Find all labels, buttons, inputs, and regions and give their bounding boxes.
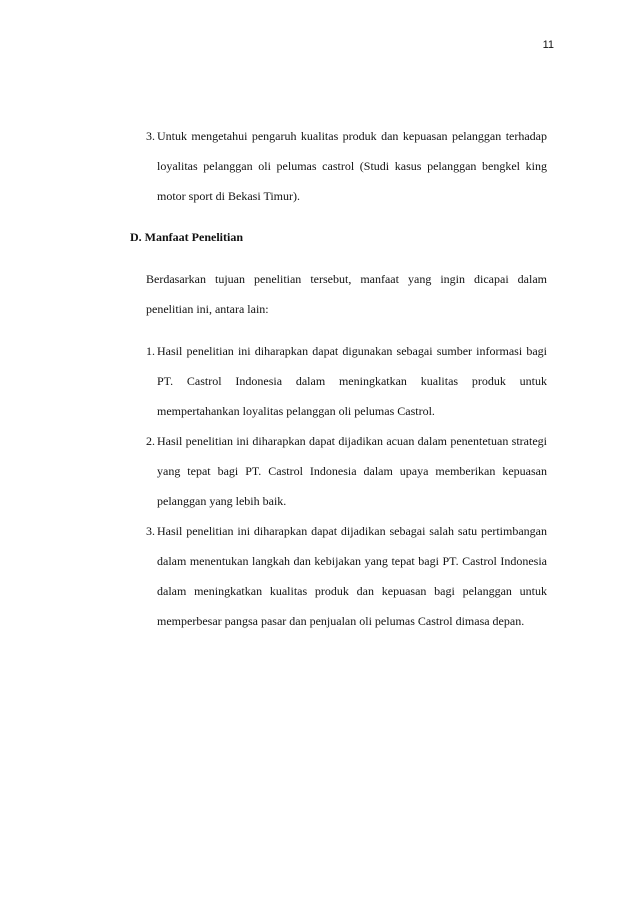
- document-body: [130, 121, 547, 636]
- list-text: Untuk mengetahui pengaruh kualitas produk dan kepuasan pelanggan terhadap loyalitas pelanggan oli pelumas castrol (Studi kasus pelanggan bengkel king motor sport di Bekasi Timur).: [157, 129, 547, 203]
- intro-paragraph: Berdasarkan tujuan penelitian tersebut, manfaat yang ingin dicapai dalam penelitian ini, antara lain:: [146, 272, 547, 316]
- benefit-item-2: [130, 426, 547, 516]
- page-number: 11: [542, 39, 554, 51]
- list-number: 3.: [146, 524, 155, 538]
- list-number: 2.: [146, 434, 155, 448]
- benefit-item-3: [130, 516, 547, 636]
- benefit-item-1: [130, 336, 547, 426]
- section-heading: D. Manfaat Penelitian: [130, 230, 243, 244]
- objective-item-3: [130, 121, 547, 211]
- list-number: 1.: [146, 344, 155, 358]
- list-text: Hasil penelitian ini diharapkan dapat dijadikan acuan dalam penentetuan strategi yang tepat bagi PT. Castrol Indonesia dalam upaya memberikan kepuasan pelanggan yang lebih baik.: [157, 434, 547, 508]
- list-text: Hasil penelitian ini diharapkan dapat dijadikan sebagai salah satu pertimbangan dalam menentukan langkah dan kebijakan yang tepat bagi PT. Castrol Indonesia dalam meningkatkan kualitas produk dan kepuasan bagi pelanggan untuk memperbesar pangsa pasar dan penjualan oli pelumas Castrol dimasa depan.: [157, 524, 547, 628]
- list-text: Hasil penelitian ini diharapkan dapat digunakan sebagai sumber informasi bagi PT. Castrol Indonesia dalam meningkatkan kualitas produk untuk mempertahankan loyalitas pelanggan oli pelumas Castrol.: [157, 344, 547, 418]
- list-number: 3.: [146, 129, 155, 143]
